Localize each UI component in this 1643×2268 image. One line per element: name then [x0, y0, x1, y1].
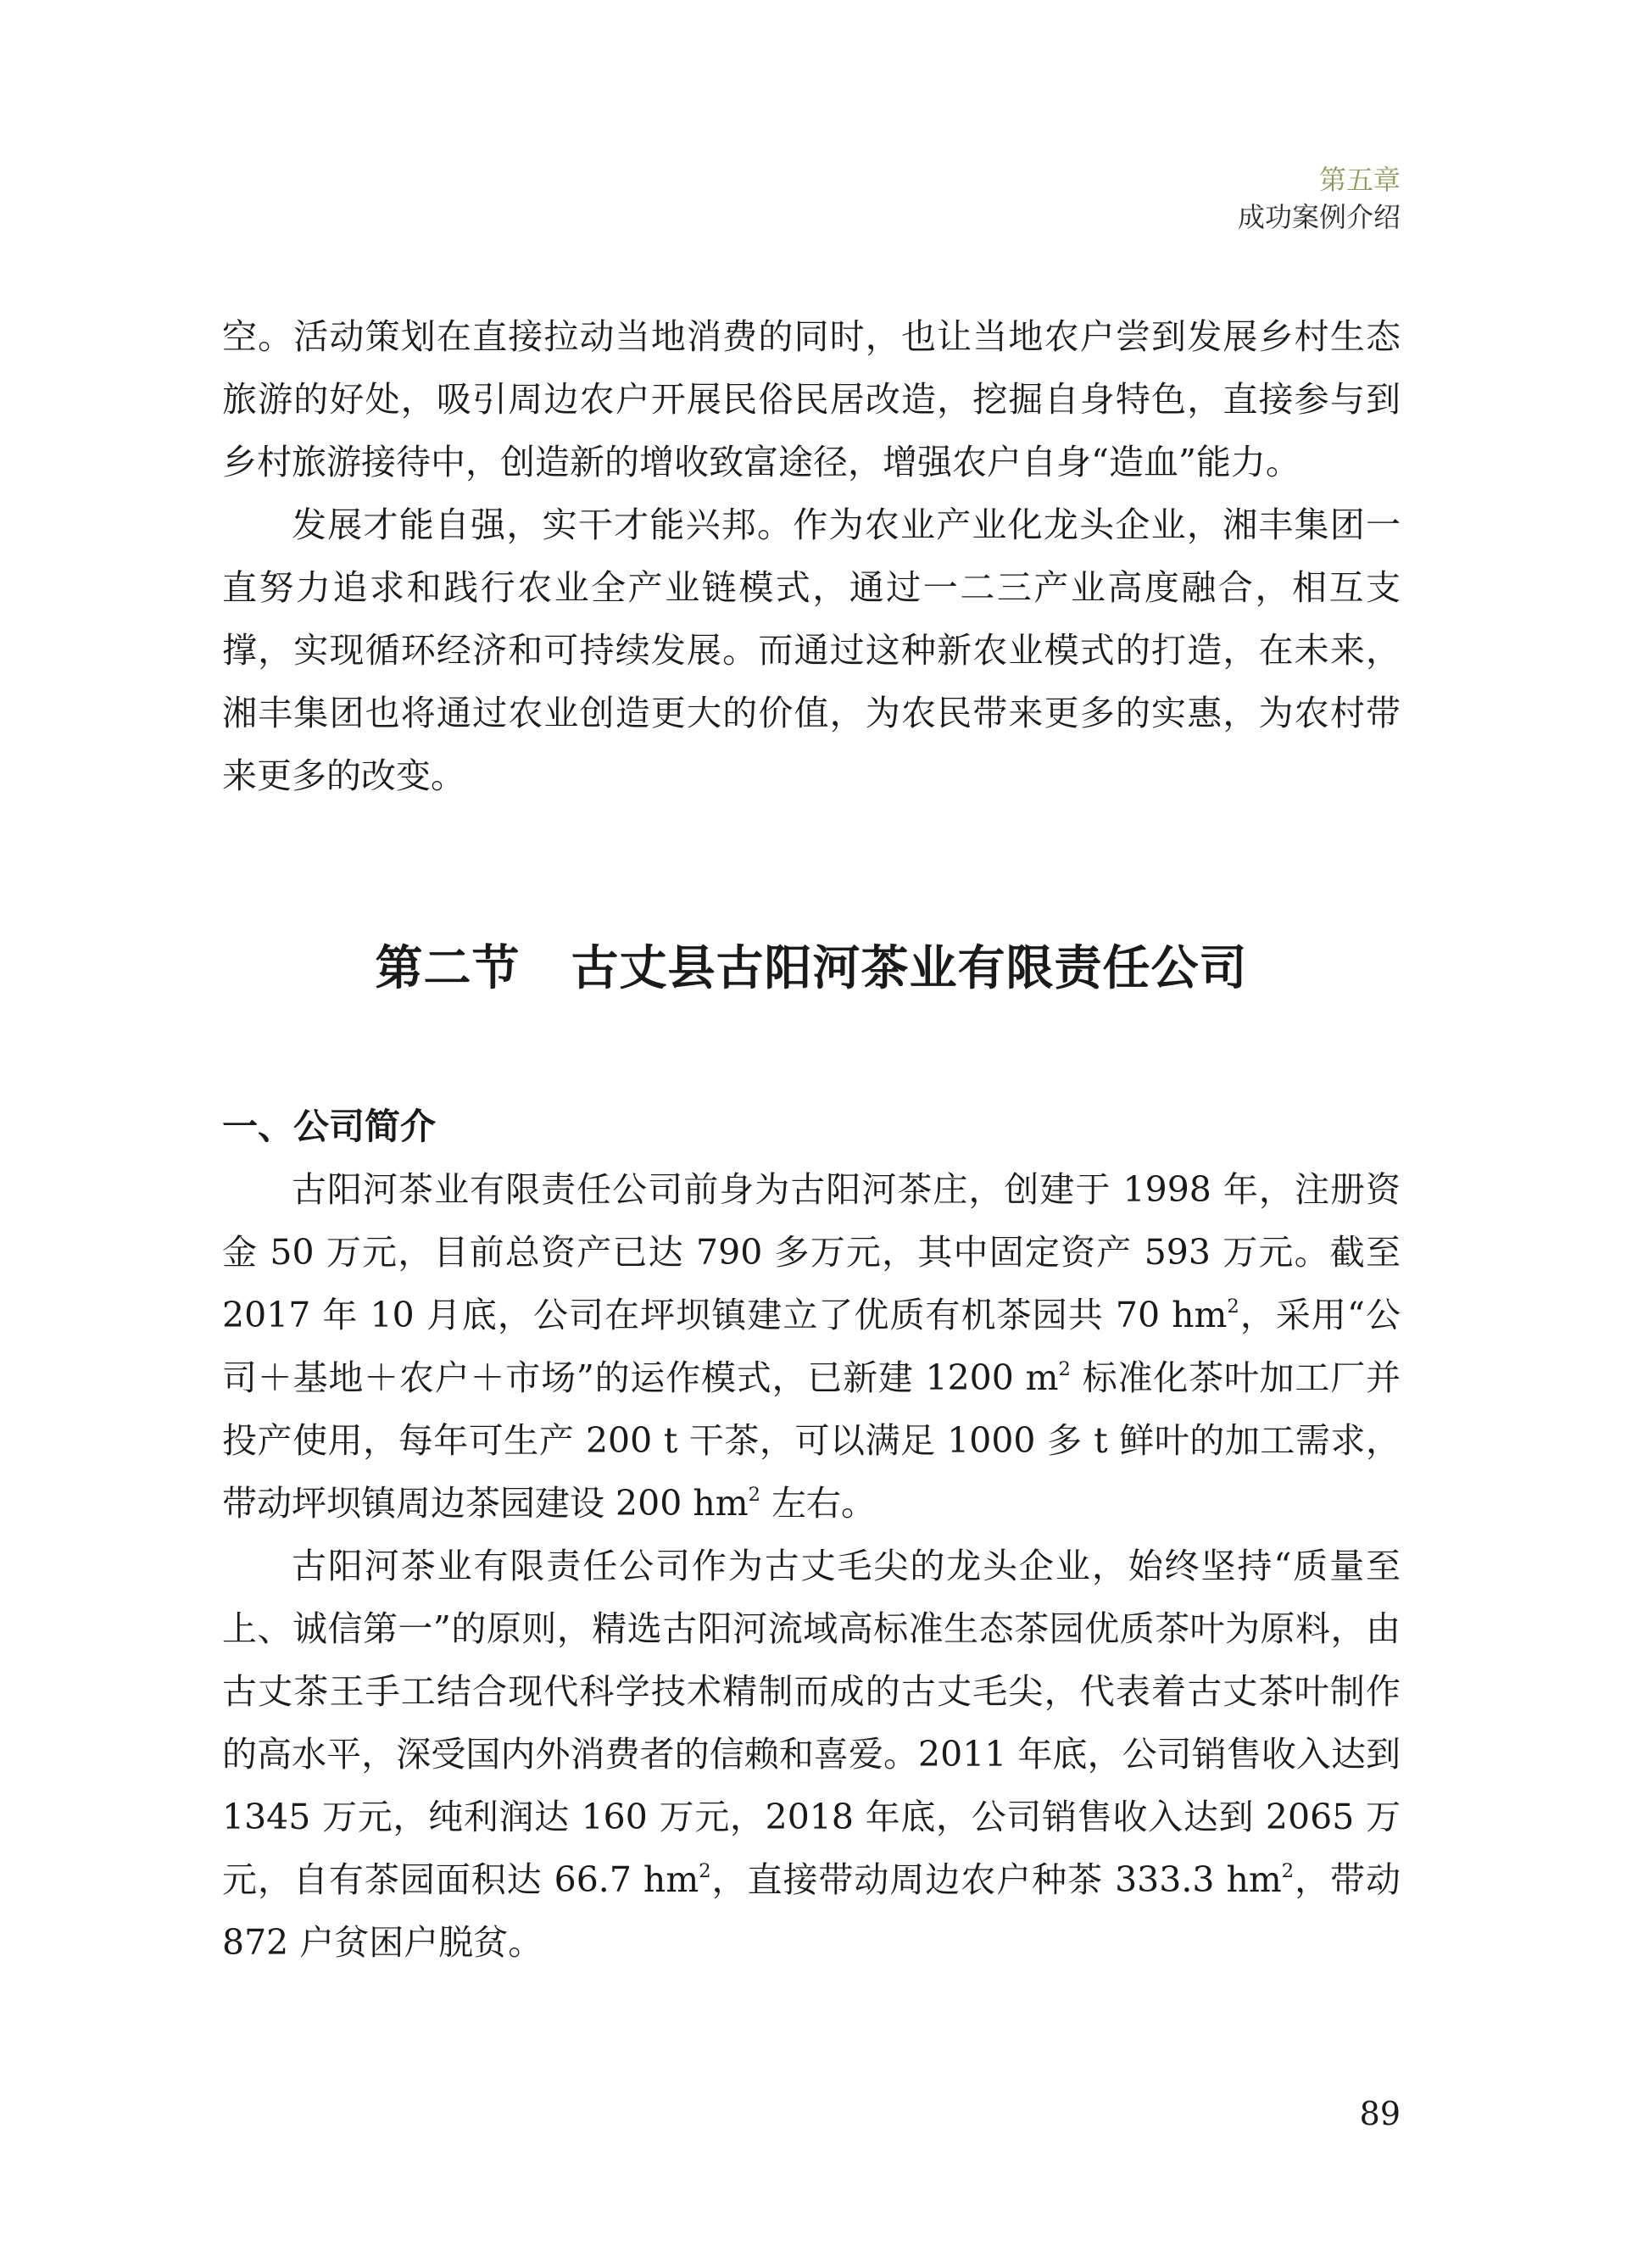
running-head — [1238, 161, 1401, 236]
subsection-title: 一、公司简介 — [222, 1106, 437, 1147]
paragraph-continued: 空。活动策划在直接拉动当地消费的同时，也让当地农户尝到发展乡村生态旅游的好处，吸引周边农户开展民俗民居改造，挖掘自身特色，直接参与到乡村旅游接待中，创造新的增收致富途径，增强农户自身“造血”能力。 — [222, 316, 1401, 482]
paragraph-company-intro: 古阳河茶业有限责任公司前身为古阳河茶庄，创建于 1998 年，注册资金 50 万元，目前总资产已达 790 多万元，其中固定资产 593 万元。截至 2017 年 10 月底，公司在坪坝镇建立了优质有机茶园共 70 $hm^2$，采用“公司＋基地＋农户＋市场”的运作模式，已新建 1200 $m^2$ 标准化茶叶加工厂并投产使用，每年可生产 200 t 干茶，可以满足 1000 多 t 鲜叶的加工需求，带动坪坝镇周边茶园建设 200 $hm^2$ 左右。 — [222, 1169, 1401, 1524]
section-number: 第二节 — [375, 940, 521, 996]
page-body — [222, 305, 1401, 1974]
chapter-number: 第五章 — [1318, 164, 1401, 196]
paragraph-company-performance: 古阳河茶业有限责任公司作为古丈毛尖的龙头企业，始终坚持“质量至上、诚信第一”的原则，精选古阳河流域高标准生态茶园优质茶叶为原料，由古丈茶王手工结合现代科学技术精制而成的古丈毛尖，代表着古丈茶叶制作的高水平，深受国内外消费者的信赖和喜爱。2011 年底，公司销售收入达到 1345 万元，纯利润达 160 万元，2018 年底，公司销售收入达到 2065 万元，自有茶园面积达 66.7 $hm^2$，直接带动周边农户种茶 333.3 $hm^2$，带动 872 户贫困户脱贫。 — [222, 1546, 1401, 1963]
paragraph-development: 发展才能自强，实干才能兴邦。作为农业产业化龙头企业，湘丰集团一直努力追求和践行农业全产业链模式，通过一二三产业高度融合，相互支撑，实现循环经济和可持续发展。而通过这种新农业模式的打造，在未来，湘丰集团也将通过农业创造更大的价值，为农民带来更多的实惠，为农村带来更多的改变。 — [222, 504, 1401, 796]
chapter-title: 成功案例介绍 — [1237, 201, 1401, 233]
section-title — [222, 934, 1401, 1002]
page-number: 89 — [1359, 2095, 1401, 2132]
section-name: 古丈县古阳河茶业有限责任公司 — [571, 940, 1248, 996]
